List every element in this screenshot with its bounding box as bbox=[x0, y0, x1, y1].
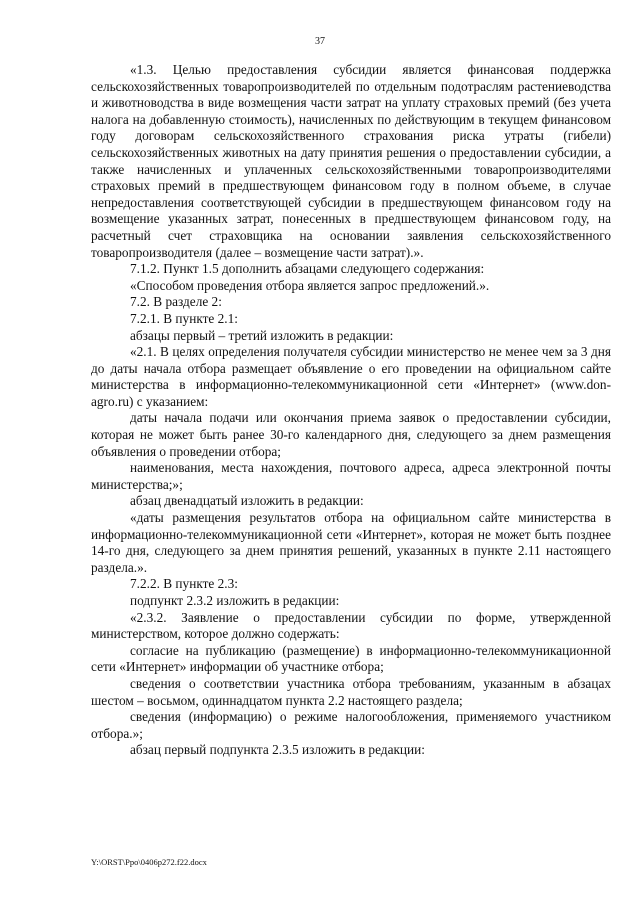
page-number: 37 bbox=[315, 36, 325, 47]
paragraph-7-1-2: 7.1.2. Пункт 1.5 дополнить абзацами следующего содержания: bbox=[130, 261, 485, 277]
paragraph-7-2-1: 7.2.1. В пункте 2.1: bbox=[130, 310, 238, 326]
paragraph-2-3-2: «2.3.2. Заявление о предоставлении субсидии по форме, утвержденной министерством, которое должно содержать: bbox=[91, 609, 611, 642]
paragraph-tax-regime: сведения (информацию) о режиме налогообложения, применяемого участником отбора.»; bbox=[91, 709, 611, 741]
paragraph-application-dates: даты начала подачи или окончания приема заявок о предоставлении субсидии, которая не может быть ранее 30-го календарного дня, следующего за днем размещения объявления о проведении отбора; bbox=[91, 410, 611, 459]
paragraph-2-3-5: абзац первый подпункта 2.3.5 изложить в редакции: bbox=[130, 742, 425, 758]
paragraph-7-2-2: 7.2.2. В пункте 2.3: bbox=[130, 576, 238, 592]
paragraph-1-3: «1.3. Целью предоставления субсидии является финансовая поддержка сельскохозяйственных товаропроизводителей по отдельным подотраслям растениеводства и животноводства в виде возмещения части затрат на уплату страховых премий (без учета налога на добавленную стоимость), начисленных по действующим в текущем финансовом году договорам сельскохозяйственного страхования риска утраты (гибели) сельскохозяйственных животных на дату принятия решения о предоставлении субсидии, а также начисленных и уплаченных сельскохозяйственными товаропроизводителями страховых премий в предшествующем финансовом году в полном объеме, в случае непредоставления соответствующей субсидии в предшествующем финансовом году на возмещение указанных затрат, понесенных в предшествующем финансовом году, на расчетный счет страховщика на основании заявления сельскохозяйственного товаропроизводителя (далее – возмещение части затрат).». bbox=[91, 62, 611, 260]
document-body bbox=[91, 62, 611, 759]
paragraph-7-2: 7.2. В разделе 2: bbox=[130, 294, 222, 310]
paragraph-2-1: «2.1. В целях определения получателя субсидии министерство не менее чем за 3 дня до даты начала отбора размещает объявление о его проведении на официальном сайте министерства в информационно-телекоммуникационной сети «Интернет» (www.don-agro.ru) с указанием: bbox=[91, 344, 611, 409]
paragraph-selection-method: «Способом проведения отбора является запрос предложений.». bbox=[130, 277, 490, 293]
paragraph-abzacy-1-3: абзацы первый – третий изложить в редакции: bbox=[130, 327, 394, 343]
paragraph-ministry-contacts: наименования, места нахождения, почтового адреса, адреса электронной почты министерства;»; bbox=[91, 460, 611, 492]
paragraph-results-dates: «даты размещения результатов отбора на официальном сайте министерства в информационно-телекоммуникационной сети «Интернет», которая не может быть позднее 14-го дня, следующего за днем принятия решений, указанных в пункте 2.11 настоящего раздела.». bbox=[91, 510, 611, 575]
paragraph-compliance: сведения о соответствии участника отбора требованиям, указанным в абзацах шестом – восьмом, одиннадцатом пункта 2.2 настоящего раздела; bbox=[91, 675, 611, 708]
file-path-footer: Y:\ORST\Ppo\0406p272.f22.docx bbox=[91, 857, 207, 867]
paragraph-2-3-2-intro: подпункт 2.3.2 изложить в редакции: bbox=[130, 593, 340, 608]
paragraph-consent: согласие на публикацию (размещение) в информационно-телекоммуникационной сети «Интернет» информации об участнике отбора; bbox=[91, 642, 611, 675]
paragraph-abzac-12: абзац двенадцатый изложить в редакции: bbox=[130, 493, 364, 509]
